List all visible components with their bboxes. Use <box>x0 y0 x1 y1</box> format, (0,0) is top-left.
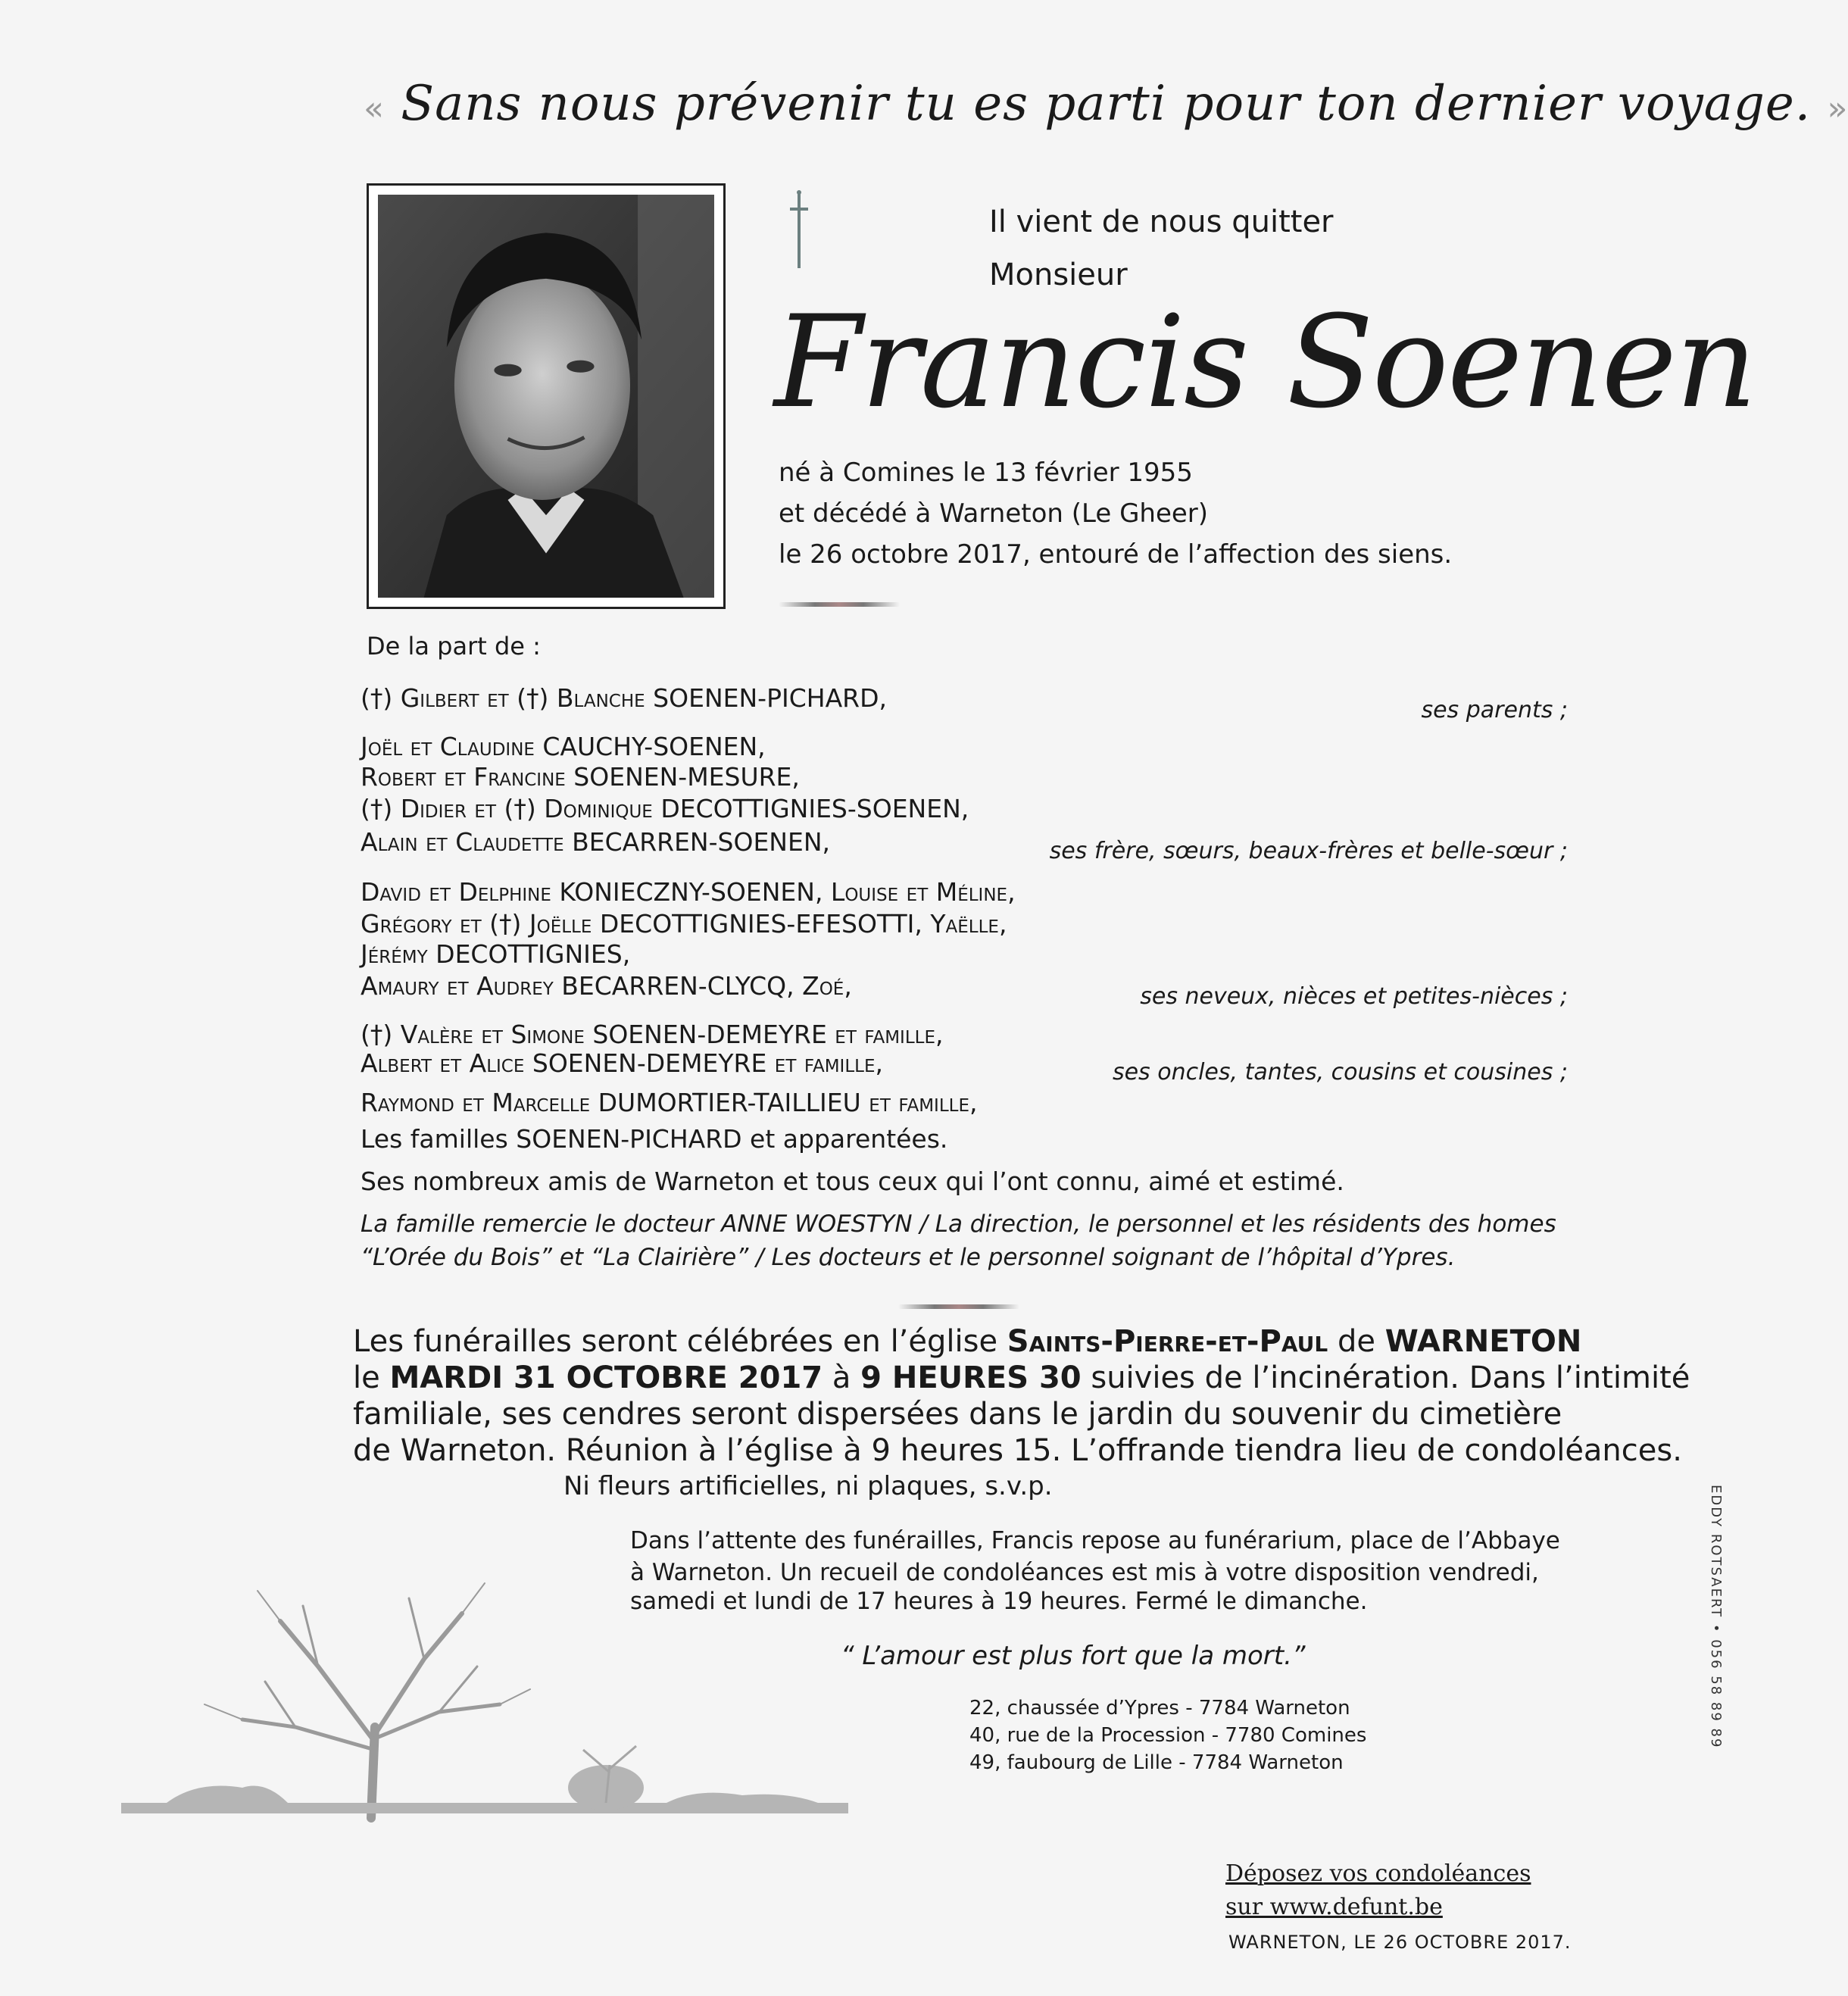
funeral-time: 9 HEURES 30 <box>860 1360 1082 1395</box>
address-line: 22, chaussée d’Ypres - 7784 Warneton <box>969 1697 1350 1720</box>
funeral-text: de <box>1328 1324 1385 1359</box>
cross-icon <box>784 188 814 271</box>
funeral-text: Les funérailles seront célébrées en l’église <box>353 1324 1007 1359</box>
repose-line-1: Dans l’attente des funérailles, Francis repose au funérarium, place de l’Abbaye <box>630 1527 1560 1554</box>
epitaph-quote <box>364 76 1848 132</box>
ornament-divider <box>779 602 900 607</box>
relation-label: ses frère, sœurs, beaux-frères et belle-sœur ; <box>1049 838 1568 864</box>
family-line: Les familles SOENEN-PICHARD et apparentées. <box>361 1124 948 1154</box>
funeral-line-4: de Warneton. Réunion à l’église à 9 heures 15. L’offrande tiendra lieu de condoléances. <box>353 1433 1682 1468</box>
funeral-line-3: familiale, ses cendres seront dispersées dans le jardin du souvenir du cimetière <box>353 1397 1562 1432</box>
family-line: Grégory et (†) Joëlle DECOTTIGNIES-EFESOTTI, Yaëlle, <box>361 909 1007 939</box>
from-label: De la part de : <box>367 632 541 661</box>
funeral-line-1 <box>353 1324 1581 1359</box>
repose-line-3: samedi et lundi de 17 heures à 19 heures. Fermé le dimanche. <box>630 1588 1368 1615</box>
family-line: Joël et Claudine CAUCHY-SOENEN, <box>361 732 766 761</box>
funeral-date: MARDI 31 OCTOBRE 2017 <box>389 1360 823 1395</box>
relation-label: ses oncles, tantes, cousins et cousines ; <box>1112 1059 1568 1085</box>
funeral-line-5: Ni fleurs artificielles, ni plaques, s.v.p. <box>563 1471 1053 1501</box>
address-line: 49, faubourg de Lille - 7784 Warneton <box>969 1751 1344 1774</box>
tree-landscape-illustration <box>121 1576 848 1826</box>
intro-line-2: Monsieur <box>989 258 1128 292</box>
family-line: Robert et Francine SOENEN-MESURE, <box>361 762 800 792</box>
friends-line: Ses nombreux amis de Warneton et tous ceux qui l’ont connu, aimé et estimé. <box>361 1167 1344 1196</box>
portrait-photo <box>367 183 726 609</box>
family-line: Raymond et Marcelle DUMORTIER-TAILLIEU et famille, <box>361 1088 978 1117</box>
portrait-image <box>378 195 714 598</box>
funeral-line-2 <box>353 1360 1690 1395</box>
family-line: Amaury et Audrey BECARREN-CLYCQ, Zoé, <box>361 971 852 1001</box>
thanks-line-1: La famille remercie le docteur ANNE WOESTYN / La direction, le personnel et les résidents des homes <box>361 1210 1556 1238</box>
family-line: David et Delphine KONIECZNY-SOENEN, Louise et Méline, <box>361 877 1016 907</box>
relation-label: ses parents ; <box>1421 697 1568 723</box>
condolences-link-line-1[interactable]: Déposez vos condoléances <box>1225 1860 1531 1887</box>
quote-open-mark: « <box>364 89 385 128</box>
repose-line-2: à Warneton. Un recueil de condoléances est mis à votre disposition vendredi, <box>630 1559 1539 1586</box>
funeral-text: le <box>353 1360 390 1395</box>
intro-line-1: Il vient de nous quitter <box>989 205 1334 239</box>
deceased-name: Francis Soenen <box>774 288 1756 436</box>
family-line: Albert et Alice SOENEN-DEMEYRE et famille, <box>361 1048 883 1078</box>
dateline: WARNETON, LE 26 OCTOBRE 2017. <box>1228 1932 1572 1953</box>
family-line: (†) Gilbert et (†) Blanche SOENEN-PICHARD, <box>361 683 887 713</box>
printer-credit-text: EDDY ROTSAERT • 056 58 89 89 <box>1708 1485 1724 1749</box>
birth-line-2: et décédé à Warneton (Le Gheer) <box>779 498 1209 529</box>
printer-credit <box>1704 1485 1727 1749</box>
family-line: Jérémy DECOTTIGNIES, <box>361 939 631 969</box>
motto-quote: “ L’amour est plus fort que la mort.” <box>841 1641 1306 1671</box>
birth-line-1: né à Comines le 13 février 1955 <box>779 458 1193 488</box>
birth-line-3: le 26 octobre 2017, entouré de l’affection des siens. <box>779 539 1453 570</box>
family-line: (†) Valère et Simone SOENEN-DEMEYRE et famille, <box>361 1020 944 1049</box>
quote-close-mark: » <box>1827 89 1848 128</box>
funeral-text: suivies de l’incinération. Dans l’intimité <box>1081 1360 1690 1395</box>
relation-label: ses neveux, nièces et petites-nièces ; <box>1140 983 1568 1010</box>
town-name: WARNETON <box>1384 1324 1582 1359</box>
ornament-divider <box>898 1304 1019 1309</box>
church-name: Saints-Pierre-et-Paul <box>1007 1324 1328 1359</box>
epitaph-quote-text: Sans nous prévenir tu es parti pour ton dernier voyage. <box>401 76 1812 132</box>
funeral-text: à <box>823 1360 861 1395</box>
family-line: Alain et Claudette BECARREN-SOENEN, <box>361 827 831 857</box>
thanks-line-2: “L’Orée du Bois” et “La Clairière” / Les docteurs et le personnel soignant de l’hôpital d’Ypres. <box>361 1244 1456 1271</box>
address-line: 40, rue de la Procession - 7780 Comines <box>969 1724 1367 1747</box>
condolences-website-link[interactable]: sur www.defunt.be <box>1225 1894 1443 1920</box>
family-line: (†) Didier et (†) Dominique DECOTTIGNIES-SOENEN, <box>361 794 969 823</box>
